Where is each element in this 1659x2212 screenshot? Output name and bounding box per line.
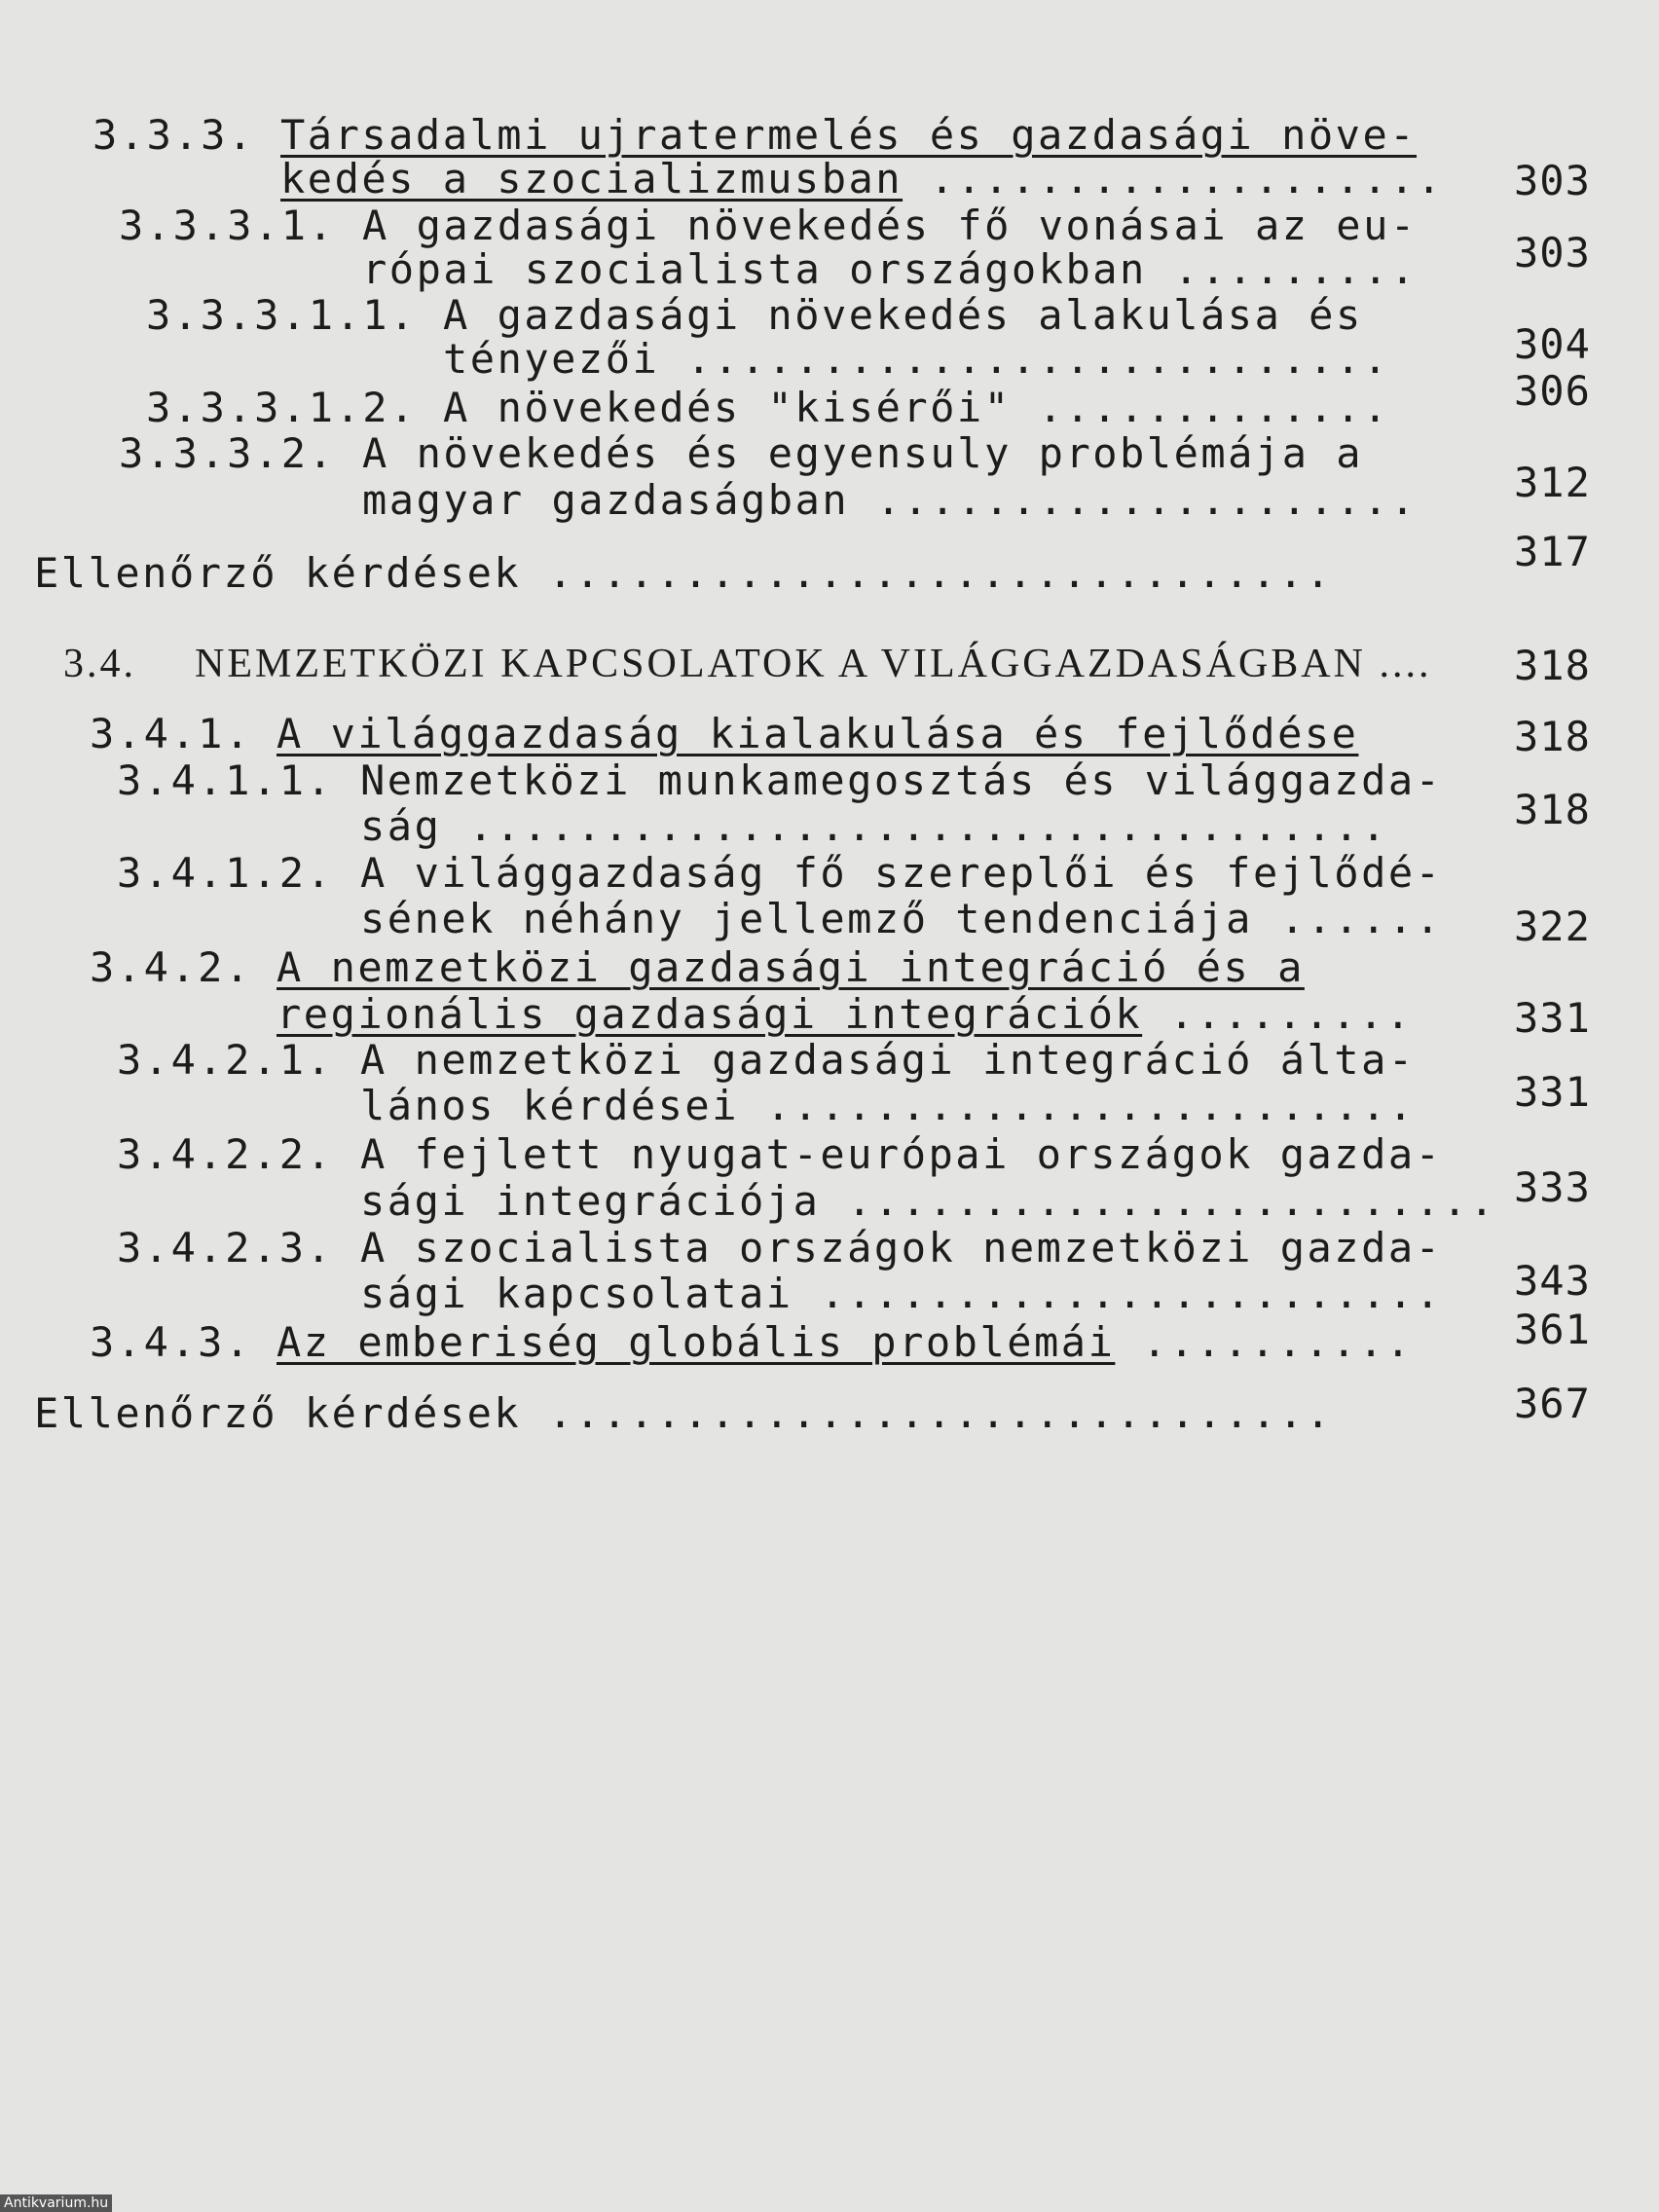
toc-page-number: 303 bbox=[1514, 229, 1591, 276]
toc-entry-title-cont: rópai szocialista országokban ......... bbox=[362, 245, 1418, 293]
toc-entry-title: A gazdasági növekedés alakulása és bbox=[443, 291, 1363, 339]
toc-entry-title: A gazdasági növekedés fő vonásai az eu- bbox=[362, 202, 1418, 249]
toc-entry-number: 3.3.3. bbox=[92, 111, 255, 159]
toc-page-number: 367 bbox=[1514, 1380, 1591, 1427]
toc-entry-title-cont: lános kérdései ........................ bbox=[360, 1082, 1416, 1129]
toc-entry-title-cont: sági integrációja ........................ bbox=[360, 1177, 1497, 1225]
toc-entry-title: Társadalmi ujratermelés és gazdasági növe- bbox=[280, 111, 1418, 159]
toc-page-number: 312 bbox=[1514, 459, 1591, 506]
toc-entry-title-cont: ság .................................. bbox=[360, 802, 1388, 850]
toc-page-number: 304 bbox=[1514, 320, 1591, 368]
toc-page-number: 306 bbox=[1514, 367, 1591, 415]
toc-entry-number: 3.4.2.3. bbox=[117, 1224, 334, 1272]
toc-entry-title-cont: tényezői .......................... bbox=[443, 335, 1390, 383]
toc-entry-number: 3.4.2.1. bbox=[117, 1036, 334, 1084]
dot-leader: .......... bbox=[1115, 1318, 1414, 1366]
toc-entry-number: 3.4.1.2. bbox=[117, 849, 334, 897]
toc-entry-title: A növekedés "kisérői" ............. bbox=[443, 384, 1390, 431]
toc-page-number: 318 bbox=[1514, 786, 1591, 833]
toc-page-number: 317 bbox=[1514, 528, 1591, 575]
toc-entry-title-cont: sági kapcsolatai ....................... bbox=[360, 1270, 1443, 1317]
toc-entry-title: A fejlett nyugat-európai országok gazda- bbox=[360, 1130, 1443, 1178]
toc-entry-title-cont bbox=[280, 156, 1444, 203]
toc-page-number: 361 bbox=[1514, 1306, 1591, 1353]
toc-entry-number: 3.3.3.2. bbox=[119, 429, 336, 477]
toc-entry-number: 3.4.1.1. bbox=[117, 756, 334, 804]
toc-page-number: 318 bbox=[1514, 642, 1591, 689]
toc-entry-title-cont: sének néhány jellemző tendenciája ...... bbox=[360, 895, 1443, 942]
toc-page-number: 318 bbox=[1514, 713, 1591, 760]
toc-page-number: 333 bbox=[1514, 1163, 1591, 1211]
dot-leader: ......... bbox=[1142, 990, 1414, 1038]
toc-entry-title-cont bbox=[276, 991, 1413, 1038]
toc-page-number: 331 bbox=[1514, 1068, 1591, 1116]
toc-entry-title-cont: magyar gazdaságban .................... bbox=[362, 476, 1418, 524]
toc-entry-title bbox=[276, 1319, 1413, 1366]
toc-entry-number: 3.3.3.1.1. bbox=[146, 291, 417, 339]
toc-entry-title-text: Az emberiség globális problémái bbox=[276, 1318, 1116, 1366]
toc-entry-number: 3.4.2.2. bbox=[117, 1130, 334, 1178]
toc-entry-number: 3.4.3. bbox=[90, 1318, 252, 1366]
dot-leader: ................... bbox=[903, 155, 1444, 203]
toc-entry-title: A nemzetközi gazdasági integráció és a bbox=[276, 943, 1305, 991]
toc-page-number: 322 bbox=[1514, 903, 1591, 950]
toc-page-number: 343 bbox=[1514, 1257, 1591, 1305]
watermark: Antikvarium.hu bbox=[0, 2194, 112, 2212]
toc-entry-title: A szocialista országok nemzetközi gazda- bbox=[360, 1224, 1443, 1272]
review-questions-entry: Ellenőrző kérdések ............................. bbox=[34, 1389, 1333, 1437]
toc-entry-number: 3.4.1. bbox=[90, 710, 252, 757]
review-questions-entry: Ellenőrző kérdések ............................. bbox=[34, 549, 1333, 597]
toc-entry-title-cont-text: regionális gazdasági integrációk bbox=[276, 990, 1143, 1038]
toc-entry-title: A nemzetközi gazdasági integráció álta- bbox=[360, 1036, 1416, 1084]
toc-section-heading: NEMZETKÖZI KAPCSOLATOK A VILÁGGAZDASÁGBAN .... bbox=[195, 642, 1432, 686]
toc-page-number: 331 bbox=[1514, 994, 1591, 1042]
toc-entry-title: A világgazdaság fő szereplői és fejlődé- bbox=[360, 849, 1443, 897]
toc-entry-title-cont-text: kedés a szocializmusban bbox=[280, 155, 903, 203]
toc-entry-number: 3.4. bbox=[63, 642, 136, 686]
toc-page-number: 303 bbox=[1514, 157, 1591, 204]
toc-entry-title: Nemzetközi munkamegosztás és világgazda- bbox=[360, 756, 1443, 804]
toc-entry-number: 3.3.3.1.2. bbox=[146, 384, 417, 431]
toc-entry-number: 3.3.3.1. bbox=[119, 202, 336, 249]
toc-entry-title: A növekedés és egyensuly problémája a bbox=[362, 429, 1364, 477]
toc-entry-number: 3.4.2. bbox=[90, 943, 252, 991]
toc-entry-title: A világgazdaság kialakulása és fejlődése bbox=[276, 710, 1359, 757]
